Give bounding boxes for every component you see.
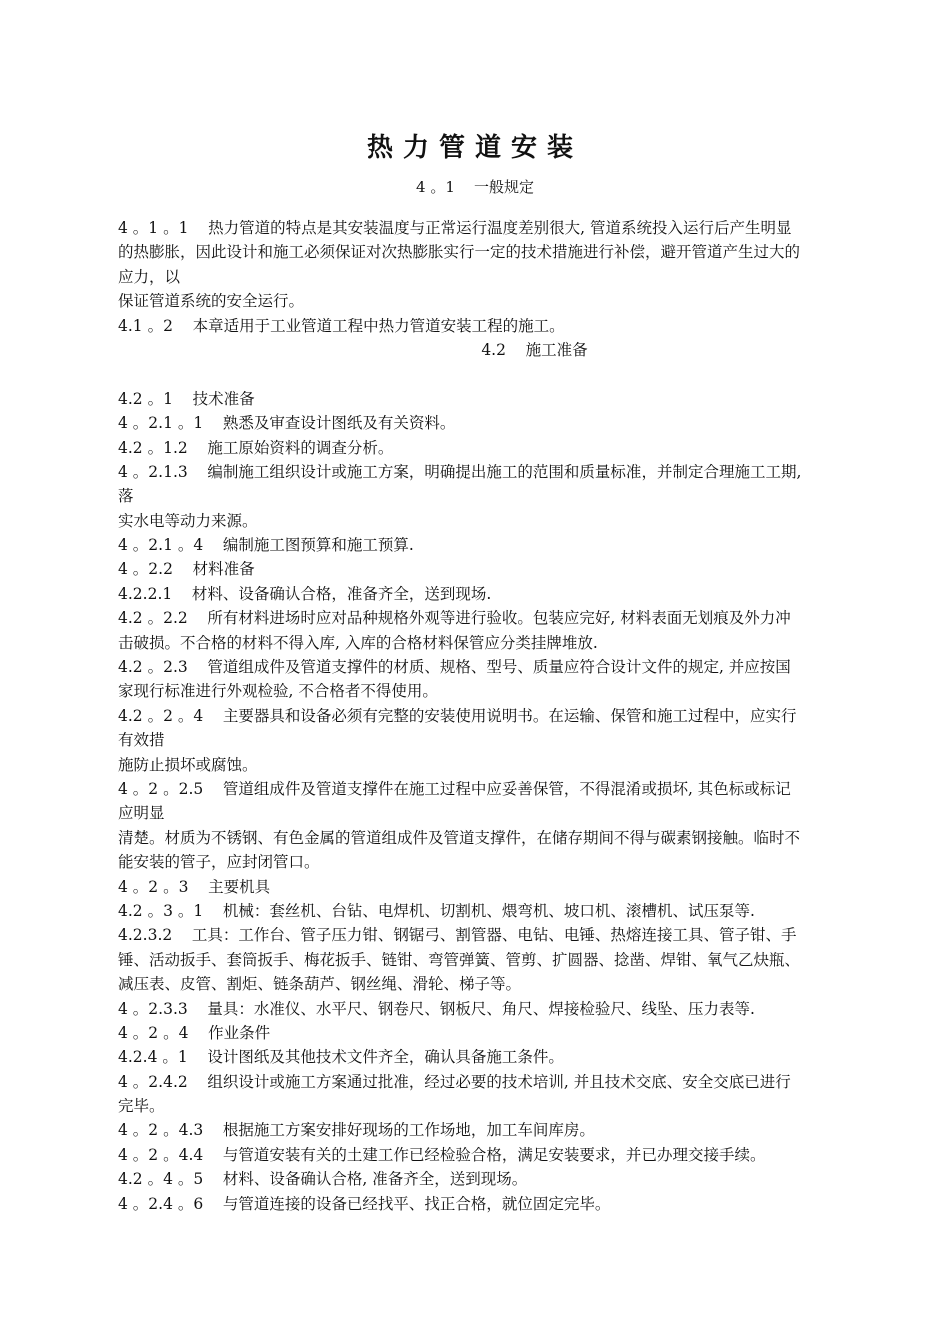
paragraph-line: 4 。2.1.3 编制施工组织设计或施工方案，明确提出施工的范围和质量标准，并制定合理施工工期, [118,462,802,481]
paragraph-line: 4 。2.1 。1 熟悉及审查设计图纸及有关资料。 [118,414,456,433]
paragraph-line: 4 。2.4 。6 与管道连接的设备已经找平、找正合格，就位固定完毕。 [118,1194,611,1213]
document-body [118,216,863,1216]
paragraph-line: 4 。2 。4 作业条件 [118,1023,271,1042]
paragraph-line: 4 。2.1 。4 编制施工图预算和施工预算. [118,536,414,555]
paragraph-line: 4 。1 。1 热力管道的特点是其安装温度与正常运行温度差别很大, 管道系统投入运行后产生明显 [118,219,792,237]
paragraph-line: 4.2.4 。1 设计图纸及其他技术文件齐全，确认具备施工条件。 [118,1048,564,1067]
paragraph-line: 锤、活动扳手、套筒扳手、梅花扳手、链钳、弯管弹簧、管剪、扩圆器、捻凿、焊钳、氧气乙炔瓶、 [118,950,801,969]
paragraph-line: 能安装的管子，应封闭管口。 [118,853,320,872]
paragraph-line: 4.2 。2 。4 主要器具和设备必须有完整的安装使用说明书。在运输、保管和施工过程中，应实行 [118,706,797,725]
paragraph-line: 应力，以 [118,267,181,286]
paragraph-line: 施防止损坏或腐蚀。 [118,755,258,774]
paragraph-line: 击破损。不合格的材料不得入库, 入库的合格材料保管应分类挂牌堆放. [118,633,598,652]
section-heading-4-2: 4.2 施工准备 [481,340,588,359]
paragraph-line: 4 。2.4.2 组织设计或施工方案通过批准，经过必要的技术培训, 并且技术交底、安全交底已进行 [118,1072,791,1091]
paragraph-line: 应明显 [118,804,165,823]
paragraph-line: 清楚。材质为不锈钢、有色金属的管道组成件及管道支撑件，在储存期间不得与碳素钢接触。临时不 [118,828,801,847]
page-title: 热力管道安装 [366,133,583,163]
paragraph-line: 4 。2 。4.3 根据施工方案安排好现场的工作场地，加工车间库房。 [118,1121,595,1140]
paragraph-line: 4.2 。3 。1 机械：套丝机、台钻、电焊机、切割机、煨弯机、坡口机、滚槽机、试压泵等. [118,901,755,920]
paragraph-line: 4.2 。2.2 所有材料进场时应对品种规格外观等进行验收。包装应完好, 材料表面无划痕及外力冲 [118,609,791,628]
paragraph-line: 完毕。 [118,1097,165,1116]
paragraph-line: 4.2.3.2 工具：工作台、管子压力钳、钢锯弓、割管器、电钻、电锤、热熔连接工具、管子钳、手 [118,926,797,945]
blank-line [118,362,863,386]
paragraph-line: 4 。2 。4.4 与管道安装有关的土建工作已经检验合格，满足安装要求，并已办理交接手续。 [118,1145,766,1164]
paragraph-line: 4.2 。4 。5 材料、设备确认合格, 准备齐全，送到现场。 [118,1170,528,1189]
paragraph-line: 家现行标准进行外观检验, 不合格者不得使用。 [118,682,438,701]
paragraph-line: 减压表、皮管、割炬、链条葫芦、钢丝绳、滑轮、梯子等。 [118,975,522,994]
paragraph-line: 实水电等动力来源。 [118,511,258,530]
paragraph-line: 保证管道系统的安全运行。 [118,292,305,311]
paragraph-line: 的热膨胀，因此设计和施工必须保证对次热膨胀实行一定的技术措施进行补偿，避开管道产生过大的 [118,243,801,262]
paragraph-line: 有效措 [118,731,165,750]
paragraph-line: 4.2 。1 技术准备 [118,389,255,408]
paragraph-line: 4 。2.2 材料准备 [118,560,255,579]
paragraph-line: 4 。2 。3 主要机具 [118,877,271,896]
paragraph-line: 4.2 。2.3 管道组成件及管道支撑件的材质、规格、型号、质量应符合设计文件的规定, 并应按国 [118,658,791,677]
paragraph-line: 4 。2.3.3 量具：水准仪、水平尺、钢卷尺、钢板尺、角尺、焊接检验尺、线坠、压力表等. [118,999,755,1018]
paragraph-line: 4.2.2.1 材料、设备确认合格，准备齐全，送到现场. [118,584,492,603]
paragraph-line: 4 。2 。2.5 管道组成件及管道支撑件在施工过程中应妥善保管，不得混淆或损坏, 其色标或标记 [118,779,791,798]
paragraph-line: 4.2 。1.2 施工原始资料的调查分析。 [118,438,394,457]
section-heading-4-1: 4 。1 一般规定 [416,178,534,196]
paragraph-line: 4.1 。2 本章适用于工业管道工程中热力管道安装工程的施工。 [118,316,565,335]
paragraph-line: 落 [118,487,134,506]
